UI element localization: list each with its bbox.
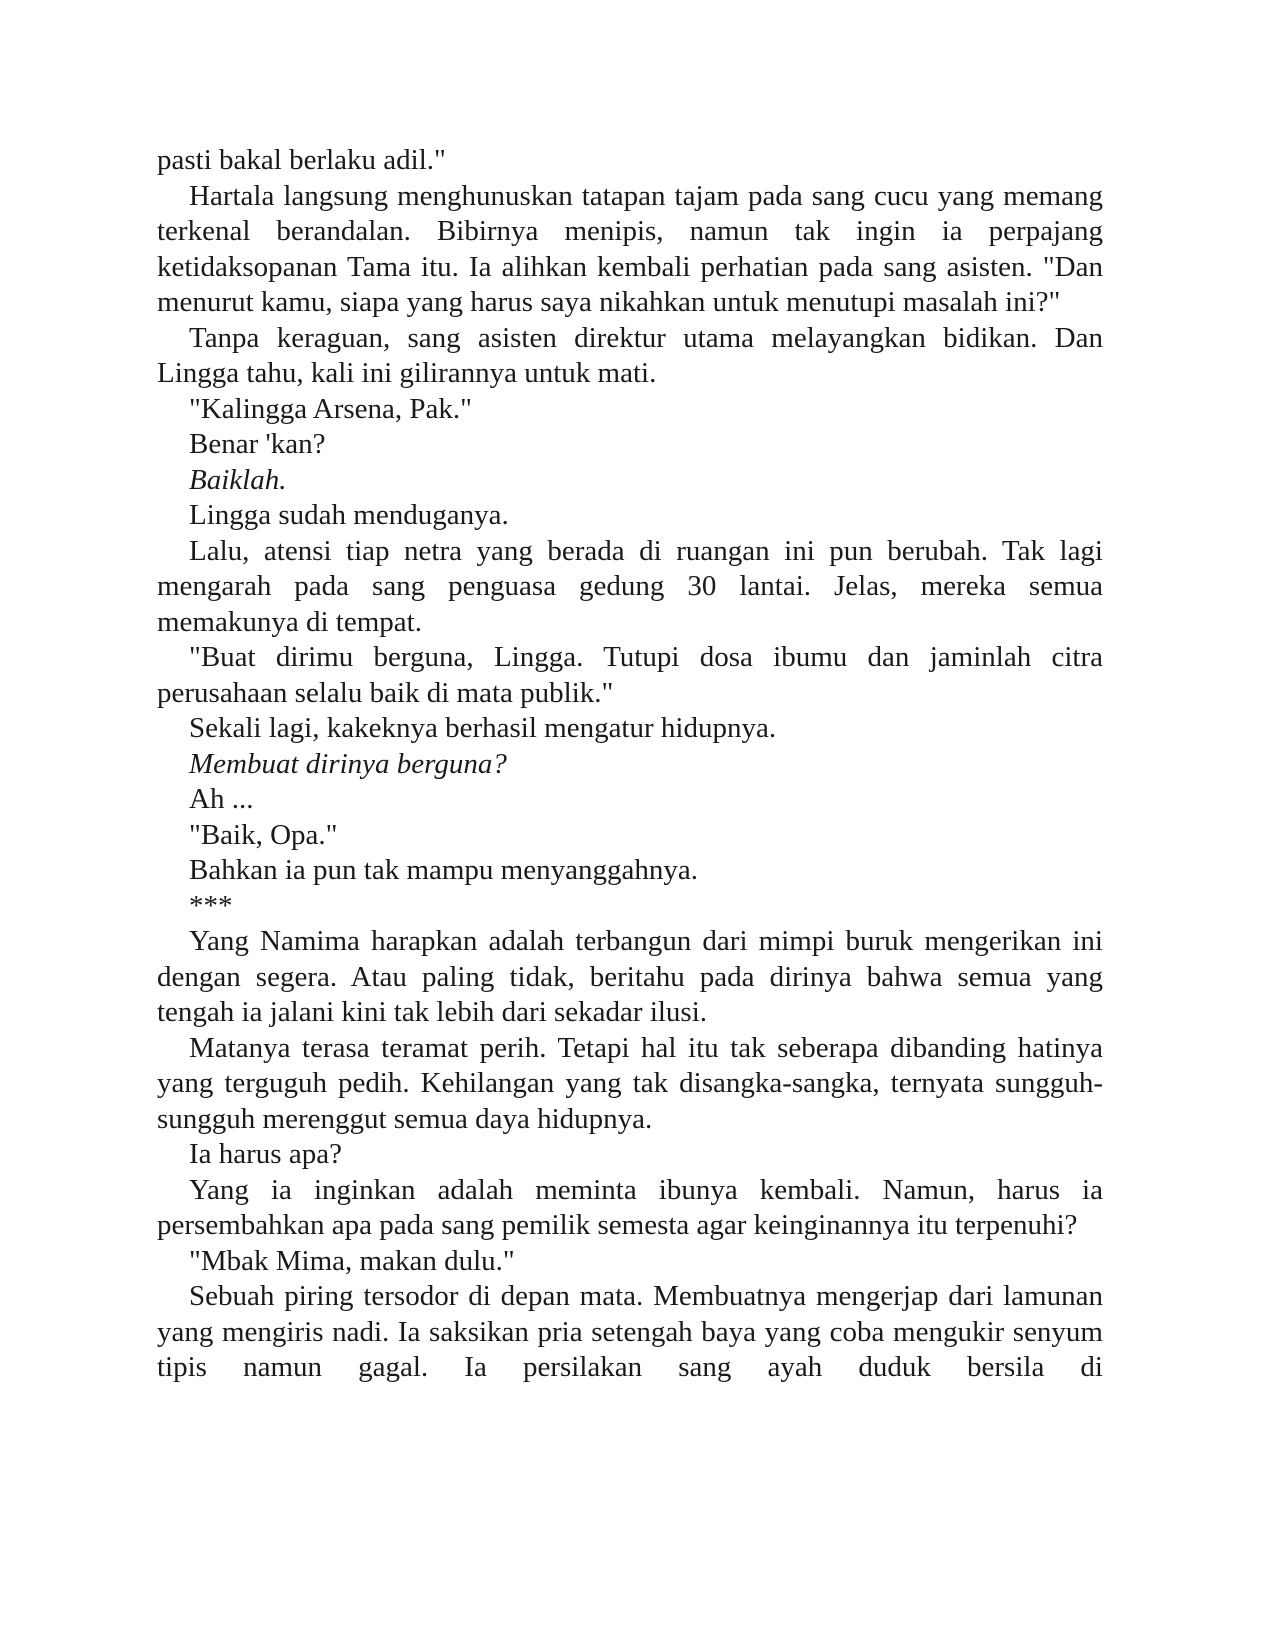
- paragraph: "Buat dirimu berguna, Lingga. Tutupi dosa ibumu dan jaminlah citra perusahaan selalu baik di mata publik.": [157, 641, 1103, 709]
- page-body: [157, 143, 1103, 1386]
- paragraph: Tanpa keraguan, sang asisten direktur utama melayangkan bidikan. Dan Lingga tahu, kali ini gilirannya untuk mati.: [157, 321, 1103, 389]
- paragraph: Yang Namima harapkan adalah terbangun dari mimpi buruk mengerikan ini dengan segera. Atau paling tidak, beritahu pada dirinya bahwa semua yang tengah ia jalani kini tak lebih dari sekadar ilusi.: [157, 925, 1103, 1028]
- scene-break: ***: [189, 889, 233, 922]
- paragraph: Lingga sudah menduganya.: [189, 499, 509, 531]
- paragraph: Sebuah piring tersodor di depan mata. Membuatnya mengerjap dari lamunan yang mengiris nadi. Ia saksikan pria setengah baya yang coba mengukir senyum tipis namun gagal. Ia persilakan sang ayah duduk bersila di: [157, 1280, 1103, 1383]
- paragraph: Lalu, atensi tiap netra yang berada di ruangan ini pun berubah. Tak lagi mengarah pada sang penguasa gedung 30 lantai. Jelas, mereka semua memakunya di tempat.: [157, 534, 1103, 638]
- paragraph: Hartala langsung menghunuskan tatapan tajam pada sang cucu yang memang terkenal berandalan. Bibirnya menipis, namun tak ingin ia perpajang ketidaksopanan Tama itu. Ia alihkan kembali perhatian pada sang asisten. "Dan menurut kamu, siapa yang harus saya nikahkan untuk menutupi masalah ini?": [157, 179, 1103, 318]
- paragraph: Sekali lagi, kakeknya berhasil mengatur hidupnya.: [189, 712, 777, 744]
- paragraph-italic: Baiklah.: [189, 463, 287, 496]
- paragraph: Benar 'kan?: [189, 428, 326, 460]
- paragraph: Yang ia inginkan adalah meminta ibunya kembali. Namun, harus ia persembahkan apa pada sang pemilik semesta agar keinginannya itu terpenuhi?: [157, 1173, 1103, 1241]
- paragraph: "Mbak Mima, makan dulu.": [189, 1244, 515, 1277]
- paragraph: Ah ...: [189, 783, 254, 815]
- paragraph: Bahkan ia pun tak mampu menyanggahnya.: [189, 854, 698, 886]
- paragraph-italic: Membuat dirinya berguna?: [189, 747, 507, 780]
- paragraph: "Baik, Opa.": [189, 818, 338, 851]
- paragraph: Matanya terasa teramat perih. Tetapi hal itu tak seberapa dibanding hatinya yang terguguh pedih. Kehilangan yang tak disangka-sangka, ternyata sungguh-sungguh merenggut semua daya hidupnya.: [157, 1031, 1103, 1135]
- paragraph: Ia harus apa?: [189, 1138, 342, 1170]
- paragraph: pasti bakal berlaku adil.": [157, 144, 446, 176]
- paragraph: "Kalingga Arsena, Pak.": [189, 392, 473, 425]
